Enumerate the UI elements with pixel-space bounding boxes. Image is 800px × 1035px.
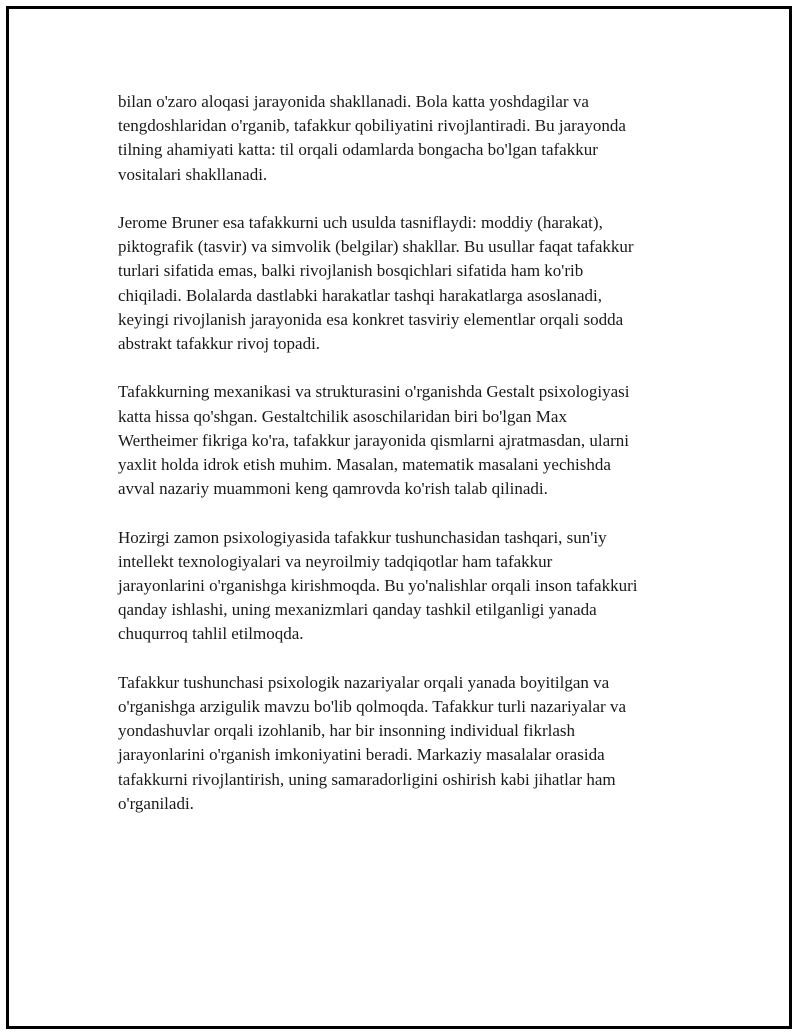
text-line: piktografik (tasvir) va simvolik (belgilar) shakllar. Bu usullar faqat tafakkur — [118, 237, 634, 257]
paragraph-2 — [118, 211, 693, 356]
text-line: keyingi rivojlanish jarayonida esa konkret tasviriy elementlar orqali sodda — [118, 309, 624, 329]
text-line: qanday ishlashi, uning mexanizmlari qanday tashkil etilganligi yanada — [118, 600, 597, 620]
paragraph-5 — [118, 671, 693, 816]
text-line: turlari sifatida emas, balki rivojlanish bosqichlari sifatida ham ko'rib — [118, 261, 584, 281]
text-line: tafakkurni rivojlantirish, uning samaradorligini oshirish kabi jihatlar ham — [118, 769, 616, 789]
paragraph-3 — [118, 380, 693, 501]
text-line: intellekt texnologiyalari va neyroilmiy tadqiqotlar ham tafakkur — [118, 551, 553, 571]
document-body — [118, 90, 693, 816]
text-line: yaxlit holda idrok etish muhim. Masalan, matematik masalani yechishda — [118, 455, 611, 475]
text-line: o'rganishga arzigulik mavzu bo'lib qolmoqda. Tafakkur turli nazariyalar va — [118, 697, 627, 717]
text-line: abstrakt tafakkur rivoj topadi. — [118, 334, 321, 354]
text-line: vositalari shakllanadi. — [118, 164, 268, 184]
text-line: Wertheimer fikriga ko'ra, tafakkur jarayonida qismlarni ajratmasdan, ularni — [118, 430, 630, 450]
text-line: Hozirgi zamon psixologiyasida tafakkur tushunchasidan tashqari, sun'iy — [118, 527, 607, 547]
text-line: chiqiladi. Bolalarda dastlabki harakatlar tashqi harakatlarga asoslanadi, — [118, 285, 603, 305]
text-line: yondashuvlar orqali izohlanib, har bir insonning individual fikrlash — [118, 721, 576, 741]
paragraph-1 — [118, 90, 693, 187]
text-line: katta hissa qo'shgan. Gestaltchilik asoschilaridan biri bo'lgan Max — [118, 406, 567, 426]
text-line: Tafakkurning mexanikasi va strukturasini o'rganishda Gestalt psixologiyasi — [118, 382, 630, 402]
text-line: tengdoshlaridan o'rganib, tafakkur qobiliyatini rivojlantiradi. Bu jarayonda — [118, 116, 626, 136]
paragraph-4 — [118, 526, 693, 647]
text-line: chuqurroq tahlil etilmoqda. — [118, 624, 304, 644]
text-line: Jerome Bruner esa tafakkurni uch usulda tasniflaydi: moddiy (harakat), — [118, 213, 603, 232]
text-line: Tafakkur tushunchasi psixologik nazariyalar orqali yanada boyitilgan va — [118, 672, 610, 692]
text-line: jarayonlarini o'rganish imkoniyatini beradi. Markaziy masalalar orasida — [118, 745, 605, 765]
text-line: o'rganiladi. — [118, 793, 194, 813]
text-line: avval nazariy muammoni keng qamrovda ko'rish talab qilinadi. — [118, 479, 548, 499]
text-line: bilan o'zaro aloqasi jarayonida shakllanadi. Bola katta yoshdagilar va — [118, 92, 589, 111]
text-line: tilning ahamiyati katta: til orqali odamlarda bongacha bo'lgan tafakkur — [118, 140, 598, 160]
text-line: jarayonlarini o'rganishga kirishmoqda. Bu yo'nalishlar orqali inson tafakkuri — [118, 576, 638, 596]
